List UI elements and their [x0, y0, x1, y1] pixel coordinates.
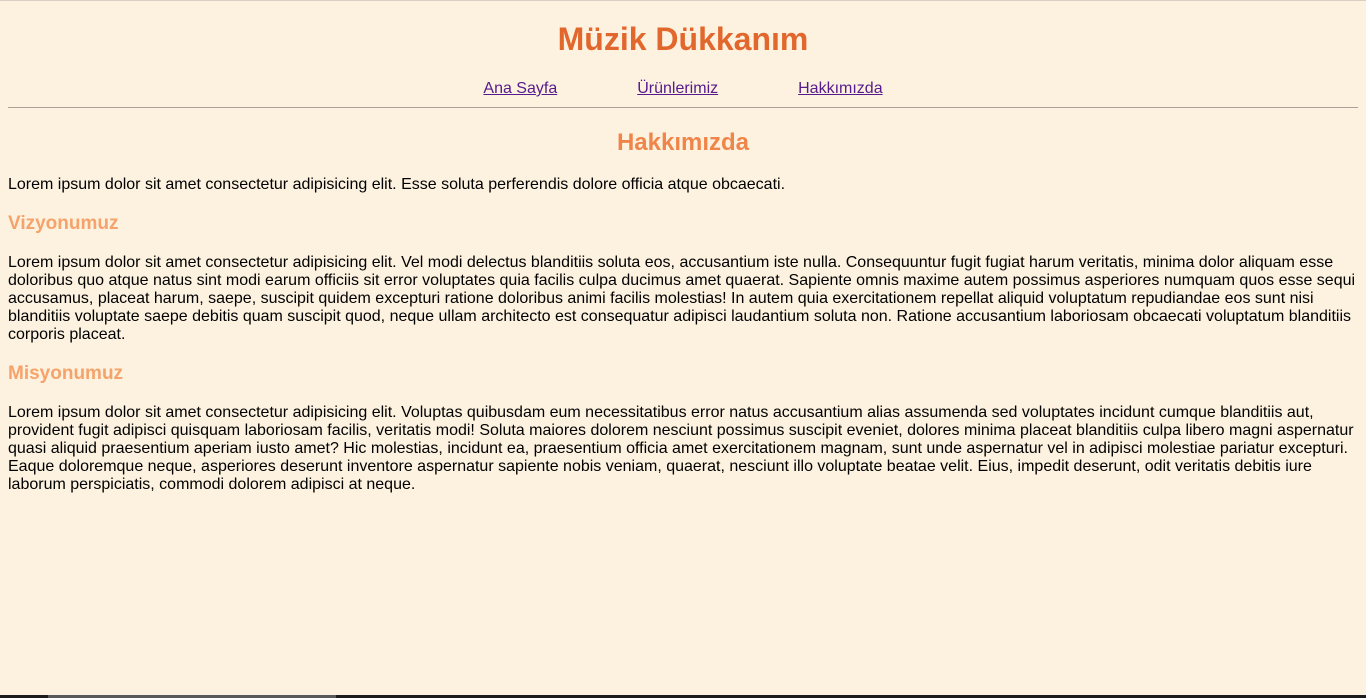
main-content [8, 129, 1358, 494]
site-header [8, 0, 1358, 108]
vision-text: Lorem ipsum dolor sit amet consectetur adipisicing elit. Vel modi delectus blanditiis soluta eos, accusantium iste nulla. Consequuntur fugit fugiat harum veritatis, minima dolor aliquam esse doloribus quo atque natus sint modi earum officiis sit error voluptates quia facilis culpa ducimus amet quaerat. Sapiente omnis maxime autem possimus asperiores numquam quos esse sequi accusamus, placeat harum, saepe, suscipit quidem excepturi ratione doloribus animi facilis molestias! In autem quia exercitationem repellat aliquid voluptatum repudiandae eos sunt nisi blanditiis voluptate saepe debitis quam suscipit quod, neque ullam architecto est consequatur adipisci laudantium soluta non. Ratione accusantium laboriosam obcaecati voluptatum blanditiis corporis placeat. [8, 254, 1356, 343]
mission-heading: Misyonumuz [8, 363, 124, 384]
site-title: Müzik Dükkanım [557, 21, 809, 57]
window-top-border [0, 0, 1366, 1]
header-divider [8, 107, 1358, 108]
nav-link-products[interactable]: Ürünlerimiz [637, 80, 719, 97]
nav-link-home[interactable]: Ana Sayfa [483, 80, 558, 97]
about-heading: Hakkımızda [616, 129, 750, 156]
about-intro: Lorem ipsum dolor sit amet consectetur adipisicing elit. Esse soluta perferendis dolore officia atque obcaecati. [8, 176, 786, 193]
main-nav [8, 79, 1358, 99]
vision-heading: Vizyonumuz [8, 213, 119, 234]
nav-link-about[interactable]: Hakkımızda [798, 80, 883, 97]
mission-text: Lorem ipsum dolor sit amet consectetur adipisicing elit. Voluptas quibusdam eum necessitatibus error natus accusantium alias assumenda sed voluptates incidunt cumque blanditiis aut, provident fugit adipisci quisquam laboriosam facilis, veritatis modi! Soluta maiores dolorem nesciunt possimus suscipit eveniet, dolores minima placeat blanditiis culpa libero magni aspernatur quasi aliquid praesentium aperiam iusto amet? Hic molestias, incidunt ea, praesentium officia amet exercitationem magnam, sunt unde aspernatur vel in adipisci molestiae pariatur excepturi. Eaque doloremque neque, asperiores deserunt inventore aspernatur sapiente nobis veniam, quaerat, nesciunt illo voluptate beatae velit. Eius, impedit deserunt, odit veritatis debitis iure laborum perspiciatis, commodi dolorem adipisci at neque. [8, 404, 1354, 493]
